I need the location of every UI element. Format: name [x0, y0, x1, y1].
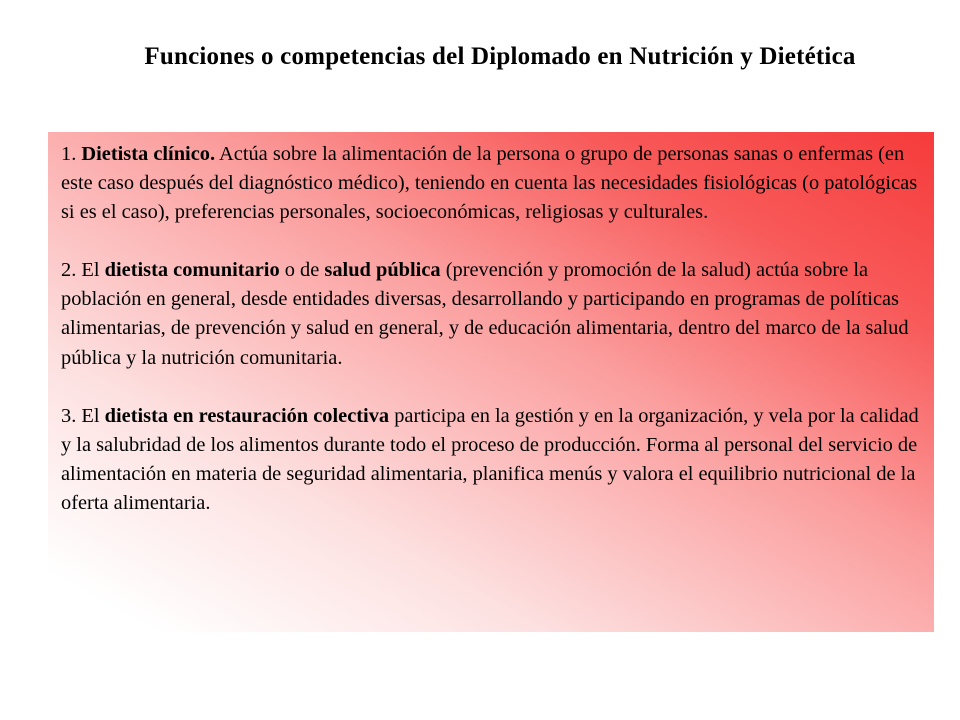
page-title: Funciones o competencias del Diplomado en Nutrición y Dietética: [144, 43, 856, 70]
content-box: [48, 132, 934, 632]
item-prefix: El: [81, 259, 100, 282]
item-bold-term: dietista en restauración colectiva: [104, 404, 390, 427]
item-connector: o de: [284, 259, 320, 282]
item-number: 3.: [61, 404, 77, 427]
paragraph-dietista-comunitario: [61, 256, 920, 372]
item-bold-term-secondary: salud pública: [324, 259, 441, 282]
paragraph-dietista-restauracion: [61, 402, 920, 518]
item-text: participa en la gestión y en la organización, y vela por la calidad y la salubridad de los alimentos durante todo el proceso de producción. Forma al personal del servicio de alimentación en materia de seguridad alimentaria, planifica menús y valora el equilibrio nutricional de la oferta alimentaria.: [61, 404, 919, 514]
item-number: 1.: [61, 143, 77, 165]
item-text: (prevención y promoción de la salud) actúa sobre la población en general, desde entidades diversas, desarrollando y participando en programas de políticas alimentarias, de prevención y salud en general, y de educación alimentaria, dentro del marco de la salud pública y la nutrición comunitaria.: [61, 259, 909, 369]
item-bold-term: dietista comunitario: [104, 259, 280, 282]
item-bold-term: Dietista clínico.: [81, 143, 216, 165]
paragraph-dietista-clinico: [61, 140, 920, 227]
item-text: Actúa sobre la alimentación de la persona o grupo de personas sanas o enfermas (en este caso después del diagnóstico médico), teniendo en cuenta las necesidades fisiológicas (o patológicas si es el caso), preferencias personales, socioeconómicas, religiosas y culturales.: [61, 143, 918, 224]
item-number: 2.: [61, 259, 77, 282]
item-prefix: El: [81, 404, 100, 427]
